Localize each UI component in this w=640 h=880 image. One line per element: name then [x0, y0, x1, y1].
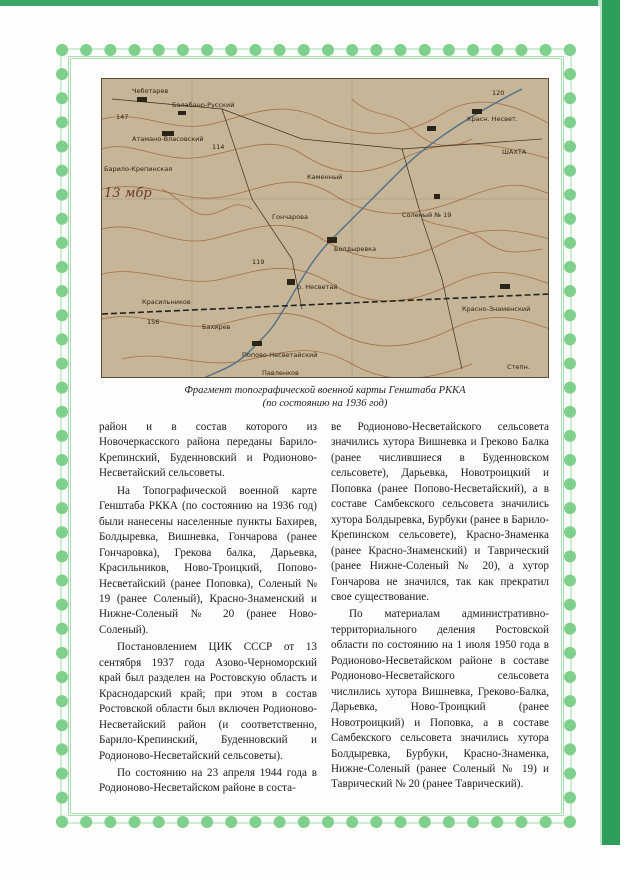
map-label-chebotarev: Чеботарев — [132, 87, 169, 95]
map-height-147: 147 — [116, 113, 129, 121]
map-label-popovo: Попово-Несветайский — [242, 351, 318, 359]
map-label-soleny: Соленый № 19 — [402, 211, 452, 219]
map-caption-line-1: Фрагмент топографической военной карты Генштаба РККА — [184, 385, 466, 396]
left-paragraph-3: Постановлением ЦИК СССР от 13 сентября 1937 года Азово-Черноморский край был разделен на Ростовскую область и Краснодарский край; при этом в состав Ростовской области был включен Родионово-Несветайский район (и соответственно, Барило-Крепинский, Буденновский и Родионово-Несветайский сельсоветы). — [99, 641, 317, 762]
left-paragraph-4: По состоянию на 23 апреля 1944 года в Родионово-Несветайском районе в соста- — [99, 766, 317, 795]
right-paragraph-1: ве Родионово-Несветайского сельсовета значились хутора Вишневка и Греково Балка (ранее числившиеся в Буденновском сельсовете), Дарьевка, Новотроицкий и Поповка (ранее Попово-Несветайский), а в составе Самбекского сельсовета значились хутора Болдыревка, Бурбуки (ранее в Барило-Крепинском сельсовете), Красно-Знаменка (ранее Красно-Знаменский) и Таврический (ранее Нижне-Соленый № 20), а хутор Гончарова не значился, так как прекратил свое существование. — [331, 421, 549, 603]
map-caption-line-2: (по состоянию на 1936 год) — [262, 398, 388, 409]
map-label-goncharova: Гончарова — [272, 213, 308, 221]
right-paragraph-2: По материалам административно-территориального деления Ростовской области по состоянию на 1 июля 1950 года в Родионово-Несветайском районе в составе Родионово-Несветайского сельсовета числились хутора Вишневка, Греково-Балка, Дарьевка, Ново-Троицкий (ранее Новотроицкий) и Поповка, а в составе Самбекского сельсовета значились хутора Болдыревка, Бурбуки, Красно-Знаменка, Нижне-Соленый (ранее Соленый № 19) и Таврический № 20 (ранее Таврический). — [331, 608, 549, 791]
book-edge-right — [602, 0, 620, 845]
map-handwritten-note: 13 мбр — [104, 186, 152, 201]
map-label-balaban: Балабано-Русский — [172, 101, 235, 109]
map-height-120: 120 — [492, 89, 505, 97]
topographic-map — [101, 78, 549, 378]
map-label-atamano: Атамано-Власовский — [132, 135, 204, 143]
map-label-pavlenkov: Павленков — [262, 369, 299, 377]
map-label-shakhta: ШАХТА — [502, 148, 527, 156]
map-label-boldyrevka: Болдыревка — [334, 245, 377, 253]
map-drawing — [102, 79, 549, 378]
map-label-barilo: Барило-Крепинская — [104, 165, 173, 173]
map-label-krasnyi: Красн. Несвет. — [467, 115, 518, 123]
map-label-bakhirev: Бахирев — [202, 323, 231, 331]
map-label-nesvetay: р. Несветай — [297, 283, 338, 291]
map-height-119: 119 — [252, 258, 265, 266]
map-label-kamenny: Каменный — [307, 173, 343, 181]
left-paragraph-1: район и в состав которого из Новочеркасского района переданы Барило-Крепинский, Буденновский и Родионово-Несветайский сельсоветы. — [99, 421, 317, 480]
right-text-column — [331, 420, 549, 793]
map-height-114: 114 — [212, 143, 225, 151]
left-text-column — [99, 420, 317, 797]
map-caption — [101, 384, 549, 410]
map-label-stepn: Степн. — [507, 363, 530, 371]
map-label-krasno-zn: Красно-Знаменский — [462, 305, 531, 313]
left-paragraph-2: На Топографической военной карте Генштаба РККА (по состоянию на 1936 год) были нанесены населенные пункты Бахирев, Болдыревка, Вишневка, Гончарова (ранее Гончаровка), Грекова балка, Дарьевка, Красильников, Ново-Троицкий, Попово-Несветайский (ранее Поповка), Соленый № 19 (ранее Соленый), Красно-Знаменский и Нижне-Соленый № 20 (ранее Ново-Соленый). — [99, 484, 317, 636]
map-height-156: 156 — [147, 318, 160, 326]
map-label-krasilnikov: Красильников — [142, 298, 191, 306]
